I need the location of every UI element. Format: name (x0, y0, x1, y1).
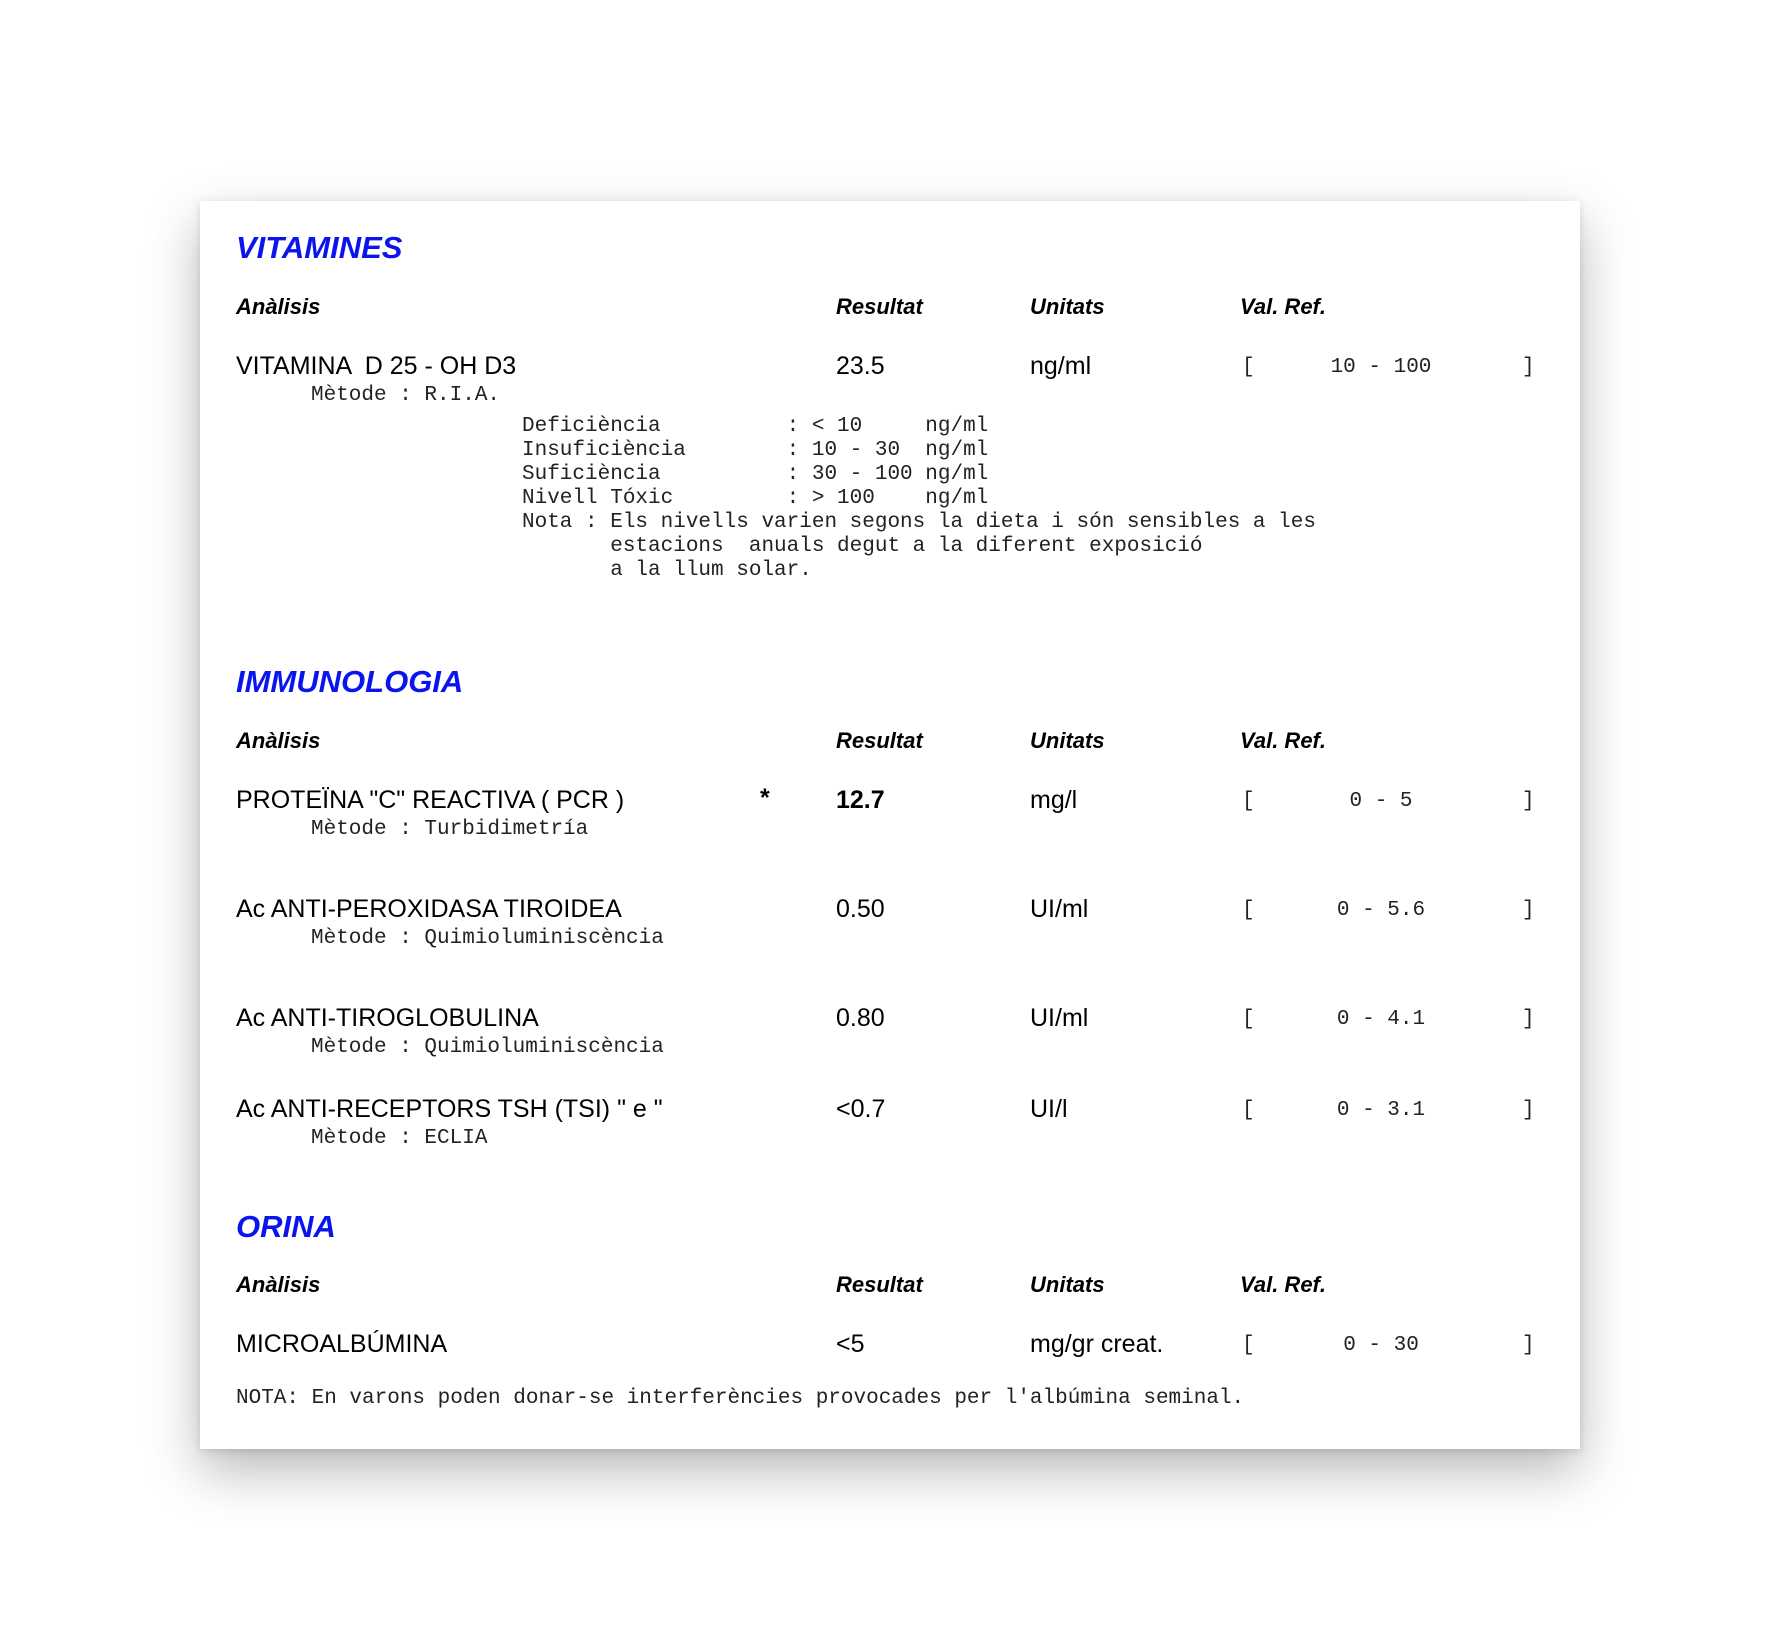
ref-range: 0 - 3.1 (1336, 1099, 1426, 1122)
ref-open-bracket: [ (1242, 1099, 1255, 1122)
header-result: Resultat (836, 728, 923, 753)
note-line: Deficiència : < 10 ng/ml (522, 415, 989, 438)
test-name: VITAMINA D 25 - OH D3 (236, 352, 517, 380)
test-method: Mètode : Quimioluminiscència (311, 1036, 664, 1059)
header-units: Unitats (1030, 728, 1105, 753)
header-analysis: Anàlisis (236, 728, 321, 753)
note-line: Suficiència : 30 - 100 ng/ml (522, 463, 989, 486)
test-units: UI/ml (1030, 1004, 1089, 1032)
note-line: Insuficiència : 10 - 30 ng/ml (522, 439, 989, 462)
section-title-orina: ORINA (236, 1209, 336, 1244)
header-analysis: Anàlisis (236, 1272, 321, 1297)
header-units: Unitats (1030, 1272, 1105, 1297)
ref-open-bracket: [ (1242, 899, 1255, 922)
header-result: Resultat (836, 294, 923, 319)
test-method: Mètode : Turbidimetría (311, 818, 589, 841)
section-title-vitamines: VITAMINES (236, 230, 403, 265)
ref-close-bracket: ] (1522, 899, 1535, 922)
test-result: 0.80 (836, 1004, 885, 1032)
test-result: <0.7 (836, 1095, 886, 1123)
test-name: Ac ANTI-TIROGLOBULINA (236, 1004, 539, 1032)
ref-range: 10 - 100 (1330, 356, 1432, 379)
test-units: ng/ml (1030, 352, 1092, 380)
test-units: UI/l (1030, 1095, 1068, 1123)
ref-range: 0 - 4.1 (1336, 1008, 1426, 1031)
header-result: Resultat (836, 1272, 923, 1297)
header-ref: Val. Ref. (1240, 294, 1326, 319)
test-method: Mètode : Quimioluminiscència (311, 927, 664, 950)
test-name: PROTEÏNA "C" REACTIVA ( PCR ) (236, 786, 625, 814)
test-units: mg/l (1030, 786, 1078, 814)
test-name: Ac ANTI-RECEPTORS TSH (TSI) " e " (236, 1095, 663, 1123)
ref-close-bracket: ] (1522, 1008, 1535, 1031)
header-ref: Val. Ref. (1240, 728, 1326, 753)
header-units: Unitats (1030, 294, 1105, 319)
header-analysis: Anàlisis (236, 294, 321, 319)
report-page (200, 201, 1580, 1449)
test-result: 12.7 (836, 786, 885, 814)
note-line: Nota : Els nivells varien segons la dieta i són sensibles a les (522, 511, 1316, 534)
test-name: Ac ANTI-PEROXIDASA TIROIDEA (236, 895, 622, 923)
ref-close-bracket: ] (1522, 1099, 1535, 1122)
note-line: a la llum solar. (522, 559, 812, 582)
test-method: Mètode : R.I.A. (311, 384, 501, 407)
test-method: Mètode : ECLIA (311, 1127, 488, 1150)
test-result: 0.50 (836, 895, 885, 923)
header-ref: Val. Ref. (1240, 1272, 1326, 1297)
test-units: mg/gr creat. (1030, 1330, 1164, 1358)
section-title-immunologia: IMMUNOLOGIA (236, 664, 464, 699)
note-line: Nivell Tóxic : > 100 ng/ml (522, 487, 989, 510)
note-line: estacions anuals degut a la diferent exposició (522, 535, 1203, 558)
ref-open-bracket: [ (1242, 1334, 1255, 1357)
ref-close-bracket: ] (1522, 790, 1535, 813)
footnote: NOTA: En varons poden donar-se interferències provocades per l'albúmina seminal. (236, 1387, 1245, 1410)
test-units: UI/ml (1030, 895, 1089, 923)
ref-close-bracket: ] (1522, 1334, 1535, 1357)
ref-open-bracket: [ (1242, 356, 1255, 379)
ref-range: 0 - 30 (1343, 1334, 1419, 1357)
ref-close-bracket: ] (1522, 356, 1535, 379)
test-result: 23.5 (836, 352, 885, 380)
abnormal-flag: * (760, 784, 770, 812)
ref-range: 0 - 5 (1349, 790, 1413, 813)
test-name: MICROALBÚMINA (236, 1330, 448, 1358)
test-result: <5 (836, 1330, 865, 1358)
ref-range: 0 - 5.6 (1336, 899, 1426, 922)
ref-open-bracket: [ (1242, 1008, 1255, 1031)
ref-open-bracket: [ (1242, 790, 1255, 813)
